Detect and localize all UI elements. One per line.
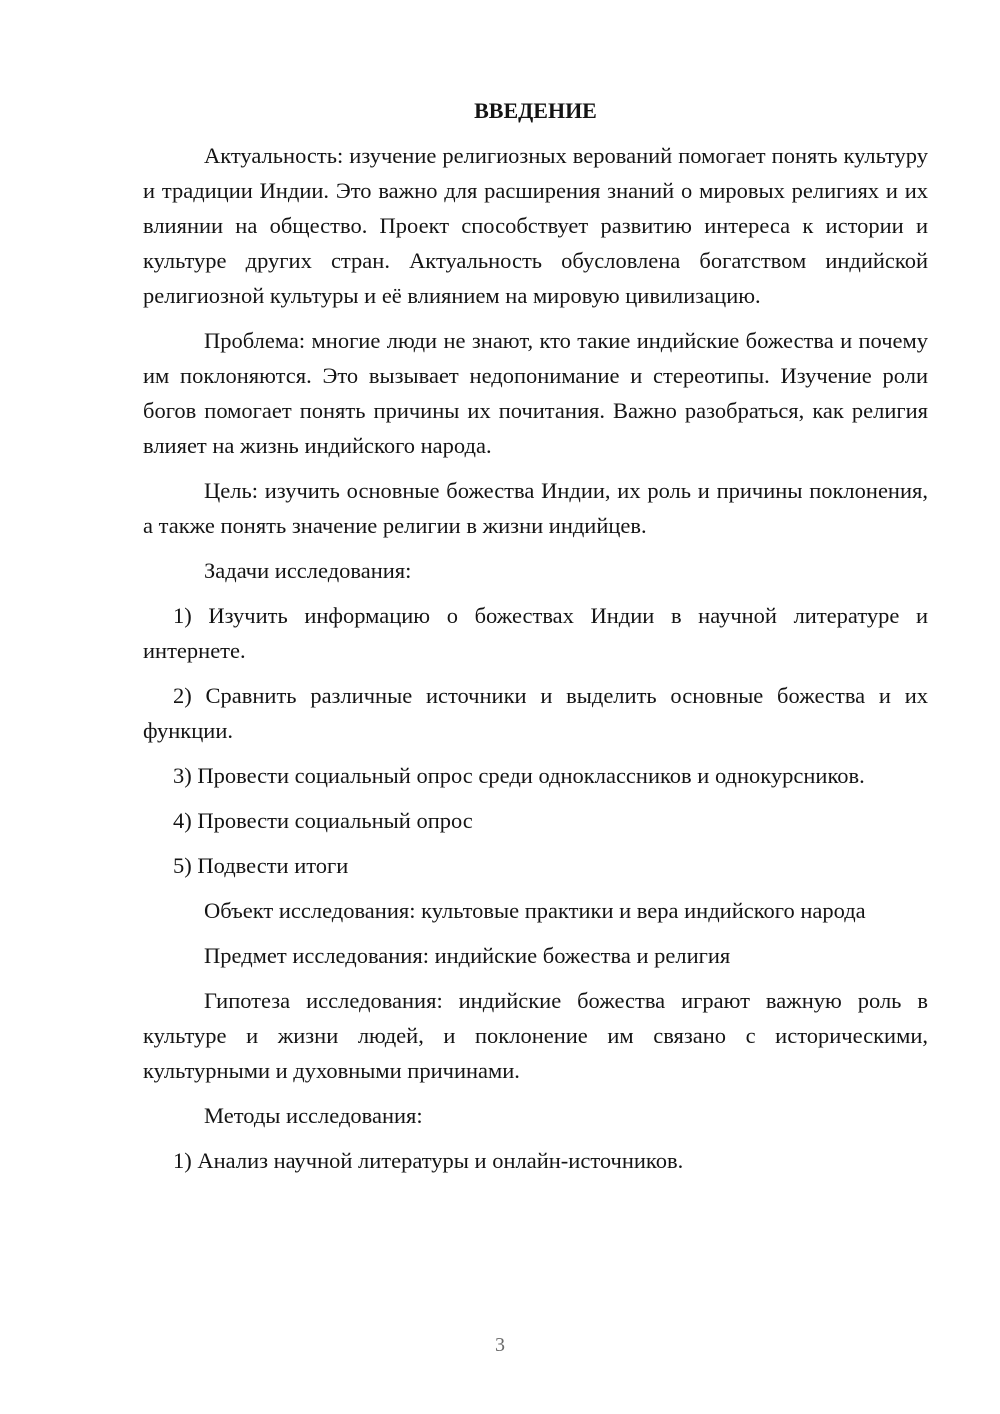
paragraph-relevance: Актуальность: изучение религиозных верований помогает понять культуру и традиции Индии. Это важно для расширения знаний о мировых религиях и их влиянии на общество. Проект способствует развитию интереса к истории и культуре других стран. Актуальность обусловлена богатством индийской религиозной культуры и её влиянием на мировую цивилизацию. <box>143 143 928 308</box>
paragraph-problem: Проблема: многие люди не знают, кто такие индийские божества и почему им поклоняются. Это вызывает недопонимание и стереотипы. Изучение роли богов помогает понять причины их почитания. Важно разобраться, как религия влияет на жизнь индийского народа. <box>143 328 928 458</box>
paragraph-goal: Цель: изучить основные божества Индии, их роль и причины поклонения, а также понять значение религии в жизни индийцев. <box>143 478 928 538</box>
method-item-1: 1) Анализ научной литературы и онлайн-источников. <box>173 1148 684 1173</box>
paragraph-object: Объект исследования: культовые практики и вера индийского народа <box>204 898 866 923</box>
document-page <box>143 96 928 1188</box>
task-item-2: 2) Сравнить различные источники и выделить основные божества и их функции. <box>143 683 928 743</box>
paragraph-methods-heading: Методы исследования: <box>204 1103 423 1128</box>
page-number: 3 <box>495 1334 505 1356</box>
task-item-5: 5) Подвести итоги <box>173 853 349 878</box>
paragraph-hypothesis: Гипотеза исследования: индийские божества играют важную роль в культуре и жизни людей, и поклонение им связано с историческими, культурными и духовными причинами. <box>143 988 928 1083</box>
task-item-4: 4) Провести социальный опрос <box>173 808 473 833</box>
task-item-1: 1) Изучить информацию о божествах Индии в научной литературе и интернете. <box>143 603 928 663</box>
paragraph-tasks-heading: Задачи исследования: <box>204 558 412 583</box>
paragraph-subject: Предмет исследования: индийские божества и религия <box>204 943 731 968</box>
task-item-3: 3) Провести социальный опрос среди одноклассников и однокурсников. <box>173 763 865 788</box>
section-title: ВВЕДЕНИЕ <box>474 98 597 123</box>
